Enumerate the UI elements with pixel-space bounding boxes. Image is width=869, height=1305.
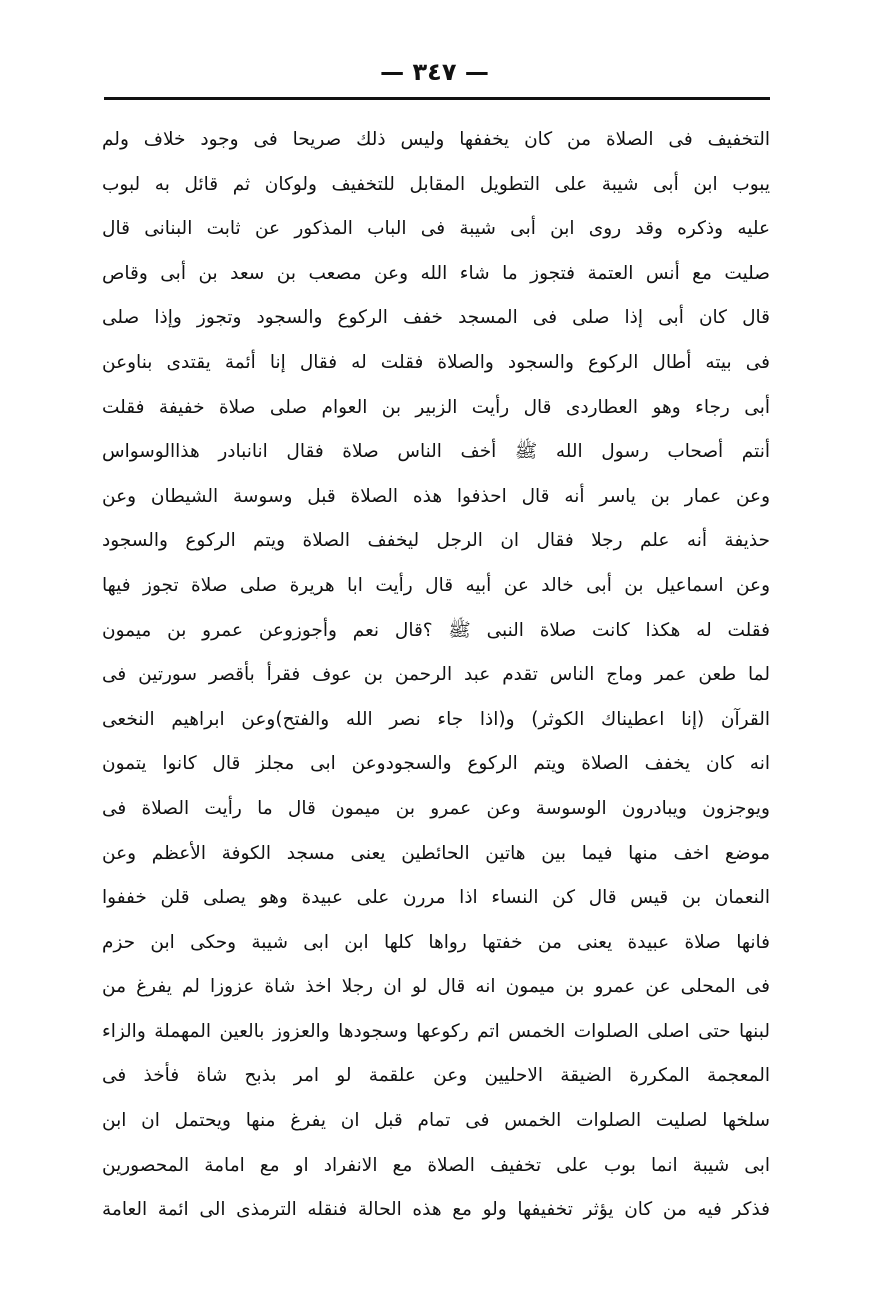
text-line: موضع اخف منها فيما بين هاتين الحائطين يعنى مسجد الكوفة الأعظم وعن [102,842,770,864]
text-line: يبوب ابن أبى شيبة على التطويل المقابل للتخفيف ولوكان ثم قائل به لبوب [102,173,770,195]
text-body [102,118,770,1233]
text-line: ويوجزون ويبادرون الوسوسة وعن عمرو بن ميمون قال ما رأيت الصلاة فى [102,797,770,819]
text-line: سلخها لصليت الصلوات الخمس فى تمام قبل ان يفرغ منها ويحتمل ان ابن [102,1110,770,1132]
page-number: — ٣٤٧ — [380,58,489,86]
text-line: أبى رجاء وهو العطاردى قال رأيت الزبير بن العوام صلى صلاة خفيفة فقلت [102,396,770,418]
text-line: حذيفة أنه علم رجلا فقال ان الرجل ليخفف الصلاة ويتم الركوع والسجود [102,530,770,552]
text-line: التخفيف فى الصلاة من كان يخففها وليس ذلك صريحا فى وجود خلاف ولم [102,129,770,150]
text-line: وعن عمار بن ياسر أنه قال احذفوا هذه الصلاة قبل وسوسة الشيطان وعن [102,485,770,507]
text-line: أنتم أصحاب رسول الله ﷺ أخف الناس صلاة فقال انانبادر هذاالوسواس [102,441,770,463]
text-line: المعجمة المكررة الضيقة الاحليين وعن علقمة لو امر بذبح شاة فأخذ فى [102,1065,770,1087]
text-line: لبنها حتى اصلى الصلوات الخمس اتم ركوعها وسجودها والعزوز بالعين المهملة والزاء [102,1020,770,1042]
text-line: فقلت له هكذا كانت صلاة النبى ﷺ ؟قال نعم وأجوزوعن عمرو بن ميمون [102,619,770,641]
text-line: فى المحلى عن عمرو بن ميمون انه قال لو ان رجلا اخذ شاة عزوزا لم يفرغ من [102,976,770,998]
text-line: صليت مع أنس العتمة فتجوز ما شاء الله وعن مصعب بن سعد بن أبى وقاص [102,262,770,284]
text-line: عليه وذكره وقد روى ابن أبى شيبة فى الباب المذكور عن ثابت البنانى قال [102,218,770,240]
text-line: فذكر فيه من كان يؤثر تخفيفها ولو مع هذه الحالة فنقله الترمذى الى ائمة العامة [102,1199,770,1221]
text-line: لما طعن عمر وماج الناس تقدم عبد الرحمن بن عوف فقرأ بأقصر سورتين فى [102,664,770,686]
text-line: فى بيته أطال الركوع والسجود والصلاة فقلت له فقال إنا أئمة يقتدى بناوعن [102,351,770,373]
text-line: قال كان أبى إذا صلى فى المسجد خفف الركوع والسجود وتجوز وإذا صلى [102,307,770,329]
text-line: النعمان بن قيس قال كن النساء اذا مررن على عبيدة وهو يصلى قلن خففوا [102,887,770,909]
text-line: انه كان يخفف الصلاة ويتم الركوع والسجودوعن ابى مجلز قال كانوا يتمون [102,753,770,775]
text-line: وعن اسماعيل بن أبى خالد عن أبيه قال رأيت ابا هريرة صلى صلاة تجوز فيها [102,574,770,596]
header-rule [104,97,770,100]
text-line: ابى شيبة انما بوب على تخفيف الصلاة مع الانفراد او مع امامة المحصورين [102,1154,770,1176]
text-line: فانها صلاة عبيدة يعنى من خفتها رواها كلها ابن ابى شيبة وحكى ابن حزم [102,931,770,953]
text-line: القرآن (إنا اعطيناك الكوثر) و(اذا جاء نصر الله والفتح)وعن ابراهيم النخعى [102,708,770,730]
